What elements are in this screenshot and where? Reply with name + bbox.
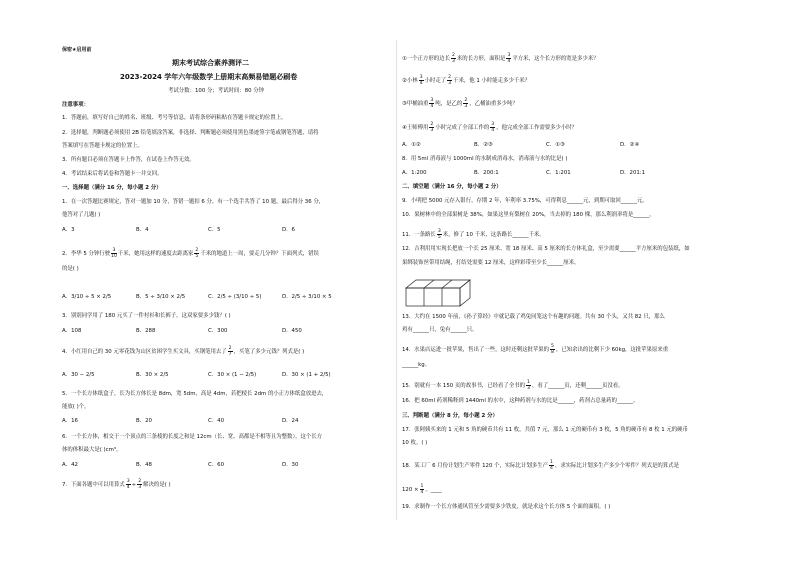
q3-option-c: C．300 [208, 328, 228, 334]
q1-option-b: B．4 [136, 227, 149, 233]
q5-line-a: 5．一个长方体纸盒子，长为长方体长是 8dm，宽 5dm，高是 4dm，若把棱长 2dm 的小正方体纸盒放进去， [62, 391, 328, 397]
q3-option-a: A．108 [62, 328, 82, 334]
q8-text: 8．用 5ml 消毒液与 1000ml 的水制成消毒水，消毒液与水的比是( ) [402, 156, 568, 162]
q2-line-a: 2．李华 5 分钟行驶 $\frac{3}{10}$ 千米，她用这样的速度去距离家 $\frac{2}{5}$ 千米的地道上一周，要走几分钟？下面列式，错误 [62, 248, 319, 259]
q2-option-c: C．2/5 ÷ (3/10 ÷ 5) [208, 294, 262, 300]
q19-text: 19．求制作一个长方体通风管至少需要多少铁皮，就是求这个长方体 5 个面的面积。( ) [402, 504, 611, 510]
q1-line-a: 1．在一次答题比赛规定，答对一题加 10 分，答错一题扣 6 分，有一个选手共答了 10 题，最后得分 36 分， [62, 199, 325, 205]
q6-option-b: B．48 [136, 462, 152, 468]
q15-text: 15．别就有一本 150 页的故事书，已经看了全书的 $\frac{1}{3}$ ，看了______页，还剩______页没看。 [402, 380, 624, 391]
notes-heading: 注意事项： [62, 102, 89, 108]
gift-box-figure [404, 278, 474, 308]
q5-option-c: C．40 [208, 418, 225, 424]
q5-option-d: D．24 [282, 418, 299, 424]
q13-line-b: 鸡有______只，兔有______只。 [402, 327, 478, 333]
q6-line-b: 体的体积最大是( )cm³。 [62, 447, 122, 453]
q16-text: 16．把 60ml 药剂稀释到 1440ml 的水中，这种药剂与水的比是______，药剂占总量药的______。 [402, 398, 639, 404]
q11-text: 11．一条路长 $\frac{3}{5}$ 米，修了 10 千米，这条路长______千米。 [402, 229, 545, 240]
q3-text: 3．别别同学用了 180 元买了一件衬衫和长裤子，这双家要多少钱？( ) [62, 313, 231, 319]
q8-option-a: A．1:200 [402, 170, 427, 176]
q1-line-b: 他答对了几题( ) [62, 212, 101, 218]
q2-option-b: B．5 ÷ 3/10 × 2/5 [136, 294, 186, 300]
q18-line-b: 120 × $\frac{1}{4}$ 。____ [402, 484, 442, 495]
q4-option-b: B．30 × 2/5 [136, 372, 169, 378]
option-item-4: ④王师傅用 $\frac{2}{3}$ 小时完成了全部工作的 $\frac{3}{4}$ ，他完成全部工作需要多少小时？ [402, 122, 578, 133]
section-2-heading: 二、填空题（满分 16 分，每小题 2 分） [402, 184, 502, 190]
option-item-2: ②小林 $\frac{3}{4}$ 小时走了 $\frac{2}{3}$ 千米，他 1 小时能走多少千米？ [402, 75, 531, 86]
q17-line-a: 17．张阿姨买来的 1 元和 5 角的硬币共有 11 枚，共值 7 元，那么 1 元的硬币有 3 枚，5 角的硬币有 8 枚 1 元的硬币 [402, 427, 688, 433]
q7-option-a: A．①② [402, 142, 421, 148]
q1-option-a: A．3 [62, 227, 75, 233]
q5-option-a: A．16 [62, 418, 78, 424]
note-4: 4．考试结束后将试卷和答题卡一并交回。 [62, 171, 163, 177]
exam-info: 考试分数：100 分；考试时间：80 分钟 [168, 88, 265, 94]
q7-text: 7．下面各题中可以用算式 $\frac{3}{4}$ ÷ $\frac{2}{3}$ 解决的是( ) [62, 479, 171, 490]
q4-text: 4．小红用自己的 30 元零花钱为山区贫困学生买文具，买钢笔用去了 $\frac{2}{7}$ ，买笔了多少元钱？列式是( ) [62, 346, 305, 357]
q18-line-a: 18．某工厂 6 月份计划生产零件 120 个，实际比计划多生产 $\frac{1}{4}$ ，求实际比计划多生产多少个零件？列式是的算式是 [402, 460, 679, 471]
q6-option-a: A．42 [62, 462, 78, 468]
q1-option-d: D．6 [282, 227, 295, 233]
option-item-3: ③甲桶油重 $\frac{3}{4}$ 吨，是乙的 $\frac{2}{3}$ ，乙桶油重多少吨？ [402, 98, 518, 109]
q4-option-d: D．30 × (1 + 2/5) [282, 372, 331, 378]
q6-option-d: D．30 [282, 462, 299, 468]
q1-option-c: C．5 [208, 227, 221, 233]
note-2a: 2．选择题，判断题必须使用 2B 铅笔填涂答案，非选择、判断题必须使用黑色墨迹签字笔或钢笔答题，请将 [62, 130, 319, 136]
q12-line-b: 果绑装饰丝带用结绳，打结处需要 12 厘米，这样彩带至少长______厘米。 [402, 260, 580, 266]
note-2b: 答案填写在答题卡规定的位置上。 [62, 143, 143, 149]
q8-option-b: B．200:1 [474, 170, 499, 176]
column-divider [396, 40, 397, 520]
section-1-heading: 一、选择题（满分 16 分，每小题 2 分） [62, 185, 162, 191]
q8-option-d: D．201:1 [620, 170, 646, 176]
q7-option-b: B．②③ [474, 142, 493, 148]
q2-option-a: A．3/10 ÷ 5 × 2/5 [62, 294, 112, 300]
secret-label: 保密★启用前 [62, 47, 92, 53]
q8-option-c: C．1:201 [546, 170, 571, 176]
exam-title: 期末考试综合素养测评二 [172, 59, 249, 67]
q2-line-b: 的是( ) [62, 266, 79, 272]
q14-line-b: ______kg。 [402, 362, 431, 368]
q6-option-c: C．60 [208, 462, 225, 468]
q5-option-b: B．20 [136, 418, 152, 424]
q2-option-d: D．2/5 ÷ 3/10 × 5 [282, 294, 332, 300]
q6-line-a: 6．一个长方体，相交于一个顶点的三条棱的长度之和是 12cm（长、宽、高都是不相等且为整数），这个长方 [62, 434, 323, 440]
q9-text: 9．小明把 5000 元存入银行，存期 2 年，年利率 3.75%，可得利息______元，到期可取回______元。 [402, 198, 648, 204]
option-item-1: ①一个正方形的边长 $\frac{2}{3}$ 米的长方形，面积是 $\frac{3}{4}$ 平方米，这个长方形的宽是多少米？ [402, 53, 599, 64]
q7-option-c: C．①③ [546, 142, 565, 148]
q13-line-a: 13．大约在 1500 年前，《孙子算经》中就记载了鸡兔同笼这个有趣的问题。共有 30 个头，又共 82 只，那么 [402, 314, 665, 320]
q4-option-a: A．30 − 2/5 [62, 372, 95, 378]
exam-subtitle: 2023-2024 学年六年级数学上册期末高频易错题必刷卷 [120, 73, 298, 81]
q14-line-a: 14．水果店运进一批苹果，售出了一些，这时还剩这批苹果的 $\frac{5}{8}$ ，已知余出的比剩下少 60kg，这批苹果原来重 [402, 344, 669, 355]
q17-line-b: 10 枚。( ) [402, 440, 428, 446]
note-1: 1．答题前，填写好自己的姓名、班级、考号等信息，请将条形码粘贴在答题卡规定的位置上。 [62, 115, 287, 121]
q5-line-b: 能放( )个。 [62, 404, 90, 410]
q7-option-d: D．②④ [620, 142, 640, 148]
section-3-heading: 三、判断题（满分 8 分，每小题 2 分） [402, 413, 498, 419]
q3-option-b: B．288 [136, 328, 156, 334]
q4-option-c: C．30 × (1 − 2/5) [208, 372, 257, 378]
q12-line-a: 12．吉利用用实现长把放一个长 25 厘米、宽 18 厘米、高 5 厘米的长方体礼盒，至少需要______平方厘米的包装纸，如 [402, 246, 690, 252]
q3-option-d: D．450 [282, 328, 302, 334]
note-3: 3．所有题目必须在答题卡上作答，在试卷上作答无效。 [62, 157, 195, 163]
q10-text: 10．果树林中的全部果树是 38%，如果这里有梨树在 20%，当去掉的 180 棵，那么利润率将是______。 [402, 212, 655, 218]
